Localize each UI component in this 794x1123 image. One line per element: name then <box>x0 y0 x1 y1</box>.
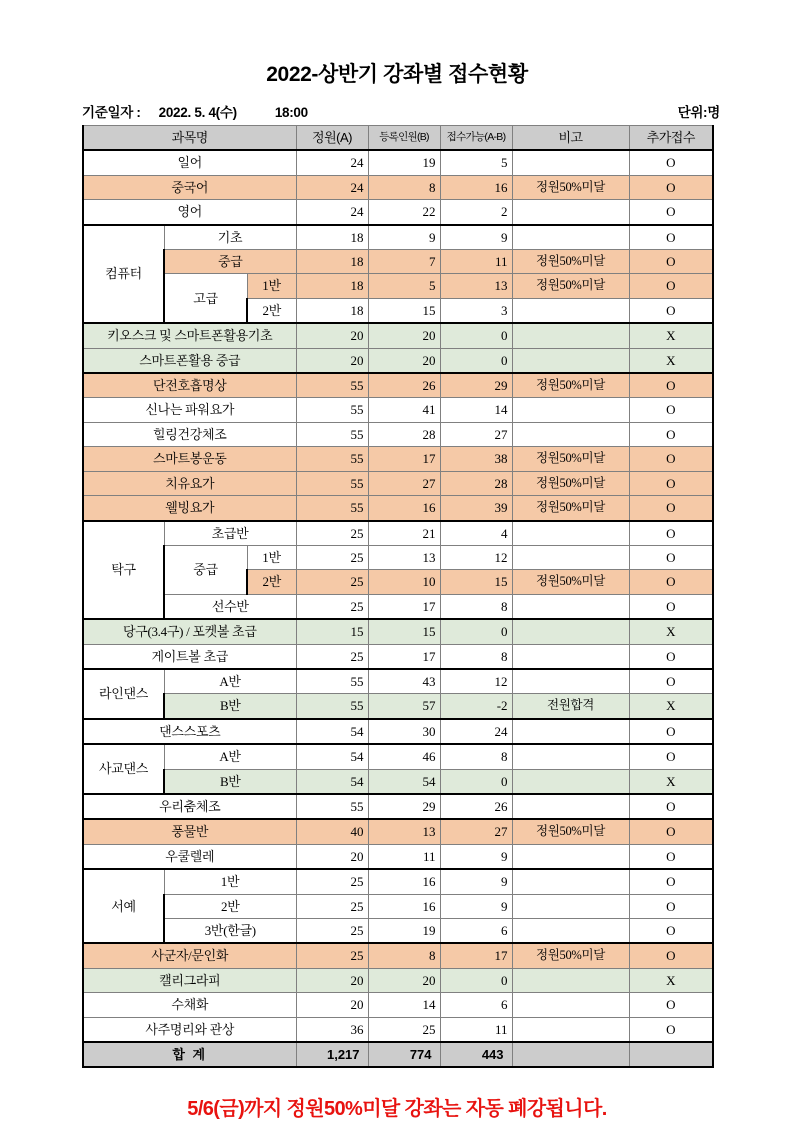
cell-note <box>512 769 629 794</box>
total-enrolled: 774 <box>368 1042 440 1067</box>
table-row <box>83 769 713 794</box>
course-group-name: 캘리그라피 <box>83 968 296 992</box>
cell-note <box>512 422 629 446</box>
cell-note <box>512 894 629 918</box>
table-row <box>83 844 713 869</box>
course-class-name: 2반 <box>247 298 296 323</box>
cell-available: 0 <box>440 348 512 373</box>
cell-enrolled: 20 <box>368 968 440 992</box>
cell-capacity: 18 <box>296 274 368 298</box>
course-group-name: 당구(3.4구) / 포켓볼 초급 <box>83 619 296 644</box>
cell-extra: X <box>629 323 713 348</box>
col-header-name: 과목명 <box>83 126 296 151</box>
cell-capacity: 55 <box>296 471 368 495</box>
cell-note: 정원50%미달 <box>512 496 629 521</box>
reference-date-value: 2022. 5. 4(수) <box>158 105 237 120</box>
cell-available: 0 <box>440 769 512 794</box>
cell-capacity: 25 <box>296 570 368 594</box>
cell-extra: O <box>629 894 713 918</box>
cell-capacity: 55 <box>296 694 368 719</box>
table-row <box>83 200 713 225</box>
cell-capacity: 36 <box>296 1017 368 1042</box>
cell-note <box>512 869 629 894</box>
table-row <box>83 819 713 844</box>
cell-available: 0 <box>440 323 512 348</box>
course-group-name: 사군자/문인화 <box>83 943 296 968</box>
cell-extra: O <box>629 496 713 521</box>
course-group-name: 영어 <box>83 200 296 225</box>
cell-available: 8 <box>440 744 512 769</box>
cell-extra: O <box>629 298 713 323</box>
cell-available: 17 <box>440 943 512 968</box>
course-group-name: 댄스스포츠 <box>83 719 296 744</box>
cell-enrolled: 17 <box>368 447 440 471</box>
reference-time-value: 18:00 <box>274 105 308 120</box>
cell-available: 9 <box>440 894 512 918</box>
cell-note <box>512 644 629 669</box>
cell-enrolled: 15 <box>368 298 440 323</box>
cell-capacity: 55 <box>296 422 368 446</box>
cell-note <box>512 919 629 944</box>
course-subgroup-name: 2반 <box>164 894 296 918</box>
course-subgroup-name: 고급 <box>164 274 247 323</box>
course-registration-table <box>82 125 714 1068</box>
cell-capacity: 54 <box>296 719 368 744</box>
cell-capacity: 20 <box>296 348 368 373</box>
cell-extra: O <box>629 943 713 968</box>
table-row <box>83 545 713 569</box>
cell-note <box>512 323 629 348</box>
cell-capacity: 25 <box>296 894 368 918</box>
cell-note <box>512 993 629 1017</box>
course-subgroup-name: A반 <box>164 744 296 769</box>
cell-enrolled: 13 <box>368 819 440 844</box>
cell-extra: O <box>629 819 713 844</box>
cell-enrolled: 8 <box>368 175 440 199</box>
cell-note: 정원50%미달 <box>512 250 629 274</box>
course-class-name: 2반 <box>247 570 296 594</box>
cell-note: 정원50%미달 <box>512 373 629 398</box>
cell-extra: O <box>629 175 713 199</box>
table-row <box>83 943 713 968</box>
col-header-extra: 추가접수 <box>629 126 713 151</box>
cell-extra: O <box>629 150 713 175</box>
course-group-name: 신나는 파워요가 <box>83 398 296 422</box>
cell-available: 0 <box>440 968 512 992</box>
course-group-name: 라인댄스 <box>83 669 164 719</box>
unit-label: 단위:명 <box>677 105 720 120</box>
cell-enrolled: 43 <box>368 669 440 694</box>
cell-capacity: 20 <box>296 968 368 992</box>
table-row <box>83 869 713 894</box>
table-row <box>83 175 713 199</box>
cell-available: 6 <box>440 919 512 944</box>
cell-extra: O <box>629 669 713 694</box>
cell-extra: O <box>629 570 713 594</box>
cell-note: 정원50%미달 <box>512 447 629 471</box>
closure-notice: 5/6(금)까지 정원50%미달 강좌는 자동 폐강됩니다. <box>187 1098 607 1121</box>
table-row <box>83 719 713 744</box>
cell-note <box>512 744 629 769</box>
cell-available: 8 <box>440 594 512 619</box>
course-class-name: 1반 <box>247 545 296 569</box>
cell-extra: X <box>629 769 713 794</box>
course-group-name: 사주명리와 관상 <box>83 1017 296 1042</box>
table-row <box>83 968 713 992</box>
cell-available: 39 <box>440 496 512 521</box>
cell-available: 8 <box>440 644 512 669</box>
cell-available: 27 <box>440 422 512 446</box>
cell-capacity: 55 <box>296 496 368 521</box>
cell-capacity: 18 <box>296 225 368 250</box>
table-row <box>83 225 713 250</box>
cell-extra: O <box>629 719 713 744</box>
course-group-name: 일어 <box>83 150 296 175</box>
cell-available: 14 <box>440 398 512 422</box>
table-total-row <box>83 1042 713 1067</box>
cell-enrolled: 22 <box>368 200 440 225</box>
table-row <box>83 422 713 446</box>
course-group-name: 우리춤체조 <box>83 794 296 819</box>
table-row <box>83 919 713 944</box>
total-capacity: 1,217 <box>296 1042 368 1067</box>
cell-available: 4 <box>440 521 512 546</box>
cell-enrolled: 5 <box>368 274 440 298</box>
table-row <box>83 373 713 398</box>
cell-extra: X <box>629 968 713 992</box>
cell-capacity: 24 <box>296 200 368 225</box>
course-group-name: 웰빙요가 <box>83 496 296 521</box>
cell-available: 12 <box>440 669 512 694</box>
reference-date-group <box>82 101 308 121</box>
cell-extra: O <box>629 794 713 819</box>
cell-extra: O <box>629 993 713 1017</box>
cell-note <box>512 719 629 744</box>
cell-enrolled: 57 <box>368 694 440 719</box>
cell-capacity: 55 <box>296 447 368 471</box>
course-class-name: 1반 <box>247 274 296 298</box>
cell-capacity: 55 <box>296 669 368 694</box>
course-subgroup-name: 중급 <box>164 250 296 274</box>
cell-enrolled: 16 <box>368 869 440 894</box>
cell-available: 3 <box>440 298 512 323</box>
course-group-name: 스마트폰활용 중급 <box>83 348 296 373</box>
cell-enrolled: 41 <box>368 398 440 422</box>
course-group-name: 스마트봉운동 <box>83 447 296 471</box>
cell-note: 정원50%미달 <box>512 471 629 495</box>
cell-available: 29 <box>440 373 512 398</box>
cell-enrolled: 9 <box>368 225 440 250</box>
cell-extra: O <box>629 398 713 422</box>
cell-extra: O <box>629 919 713 944</box>
table-row <box>83 348 713 373</box>
course-group-name: 중국어 <box>83 175 296 199</box>
course-subgroup-name: 초급반 <box>164 521 296 546</box>
course-group-name: 힐링건강체조 <box>83 422 296 446</box>
cell-available: 9 <box>440 225 512 250</box>
cell-enrolled: 46 <box>368 744 440 769</box>
cell-note <box>512 669 629 694</box>
table-row <box>83 274 713 298</box>
cell-available: 11 <box>440 250 512 274</box>
cell-available: 2 <box>440 200 512 225</box>
cell-available: 15 <box>440 570 512 594</box>
cell-enrolled: 8 <box>368 943 440 968</box>
cell-enrolled: 25 <box>368 1017 440 1042</box>
course-group-name: 수채화 <box>83 993 296 1017</box>
cell-enrolled: 14 <box>368 993 440 1017</box>
course-group-name: 키오스크 및 스마트폰활용기초 <box>83 323 296 348</box>
course-group-name: 탁구 <box>83 521 164 620</box>
cell-note <box>512 150 629 175</box>
course-subgroup-name: 중급 <box>164 545 247 594</box>
cell-capacity: 15 <box>296 619 368 644</box>
cell-enrolled: 19 <box>368 150 440 175</box>
cell-enrolled: 29 <box>368 794 440 819</box>
cell-capacity: 18 <box>296 250 368 274</box>
meta-bar <box>82 101 720 121</box>
cell-enrolled: 26 <box>368 373 440 398</box>
total-available: 443 <box>440 1042 512 1067</box>
cell-extra: O <box>629 545 713 569</box>
cell-capacity: 55 <box>296 373 368 398</box>
cell-extra: X <box>629 619 713 644</box>
table-row <box>83 619 713 644</box>
cell-note: 정원50%미달 <box>512 175 629 199</box>
cell-enrolled: 7 <box>368 250 440 274</box>
cell-available: 16 <box>440 175 512 199</box>
cell-capacity: 54 <box>296 769 368 794</box>
cell-extra: O <box>629 744 713 769</box>
course-group-name: 사교댄스 <box>83 744 164 794</box>
cell-extra: O <box>629 447 713 471</box>
cell-enrolled: 19 <box>368 919 440 944</box>
cell-available: 12 <box>440 545 512 569</box>
cell-capacity: 20 <box>296 323 368 348</box>
cell-note <box>512 225 629 250</box>
cell-enrolled: 20 <box>368 323 440 348</box>
course-subgroup-name: 3반(한글) <box>164 919 296 944</box>
table-header-row <box>83 126 713 151</box>
cell-available: 9 <box>440 869 512 894</box>
table-row <box>83 471 713 495</box>
cell-extra: X <box>629 694 713 719</box>
table-row <box>83 521 713 546</box>
cell-capacity: 18 <box>296 298 368 323</box>
reference-date-label: 기준일자 : <box>82 105 141 120</box>
cell-enrolled: 16 <box>368 496 440 521</box>
cell-extra: O <box>629 644 713 669</box>
total-label: 합 계 <box>83 1042 296 1067</box>
table-row <box>83 644 713 669</box>
course-subgroup-name: B반 <box>164 694 296 719</box>
course-group-name: 서예 <box>83 869 164 943</box>
cell-enrolled: 54 <box>368 769 440 794</box>
cell-capacity: 25 <box>296 521 368 546</box>
cell-extra: O <box>629 1017 713 1042</box>
cell-extra: X <box>629 348 713 373</box>
cell-extra: O <box>629 373 713 398</box>
cell-enrolled: 30 <box>368 719 440 744</box>
col-header-capacity: 정원(A) <box>296 126 368 151</box>
cell-note <box>512 398 629 422</box>
cell-extra: O <box>629 250 713 274</box>
cell-extra: O <box>629 200 713 225</box>
col-header-note: 비고 <box>512 126 629 151</box>
course-subgroup-name: 선수반 <box>164 594 296 619</box>
total-extra <box>629 1042 713 1067</box>
cell-capacity: 55 <box>296 398 368 422</box>
cell-capacity: 25 <box>296 545 368 569</box>
cell-available: 5 <box>440 150 512 175</box>
table-body <box>83 150 713 1042</box>
cell-available: 27 <box>440 819 512 844</box>
cell-capacity: 55 <box>296 794 368 819</box>
cell-note: 정원50%미달 <box>512 570 629 594</box>
table-row <box>83 894 713 918</box>
cell-enrolled: 10 <box>368 570 440 594</box>
cell-note <box>512 545 629 569</box>
cell-capacity: 54 <box>296 744 368 769</box>
cell-extra: O <box>629 521 713 546</box>
cell-extra: O <box>629 274 713 298</box>
cell-note <box>512 619 629 644</box>
cell-capacity: 24 <box>296 175 368 199</box>
cell-note <box>512 521 629 546</box>
table-row <box>83 744 713 769</box>
cell-enrolled: 15 <box>368 619 440 644</box>
cell-capacity: 25 <box>296 919 368 944</box>
cell-note <box>512 844 629 869</box>
table-row <box>83 993 713 1017</box>
cell-note <box>512 348 629 373</box>
table-row <box>83 447 713 471</box>
cell-capacity: 25 <box>296 644 368 669</box>
cell-note <box>512 968 629 992</box>
cell-available: 11 <box>440 1017 512 1042</box>
cell-note: 정원50%미달 <box>512 819 629 844</box>
cell-enrolled: 28 <box>368 422 440 446</box>
table-row <box>83 150 713 175</box>
cell-capacity: 20 <box>296 844 368 869</box>
cell-note <box>512 200 629 225</box>
cell-capacity: 40 <box>296 819 368 844</box>
course-group-name: 우쿨렐레 <box>83 844 296 869</box>
cell-extra: O <box>629 869 713 894</box>
table-row <box>83 1017 713 1042</box>
course-group-name: 풍물반 <box>83 819 296 844</box>
course-group-name: 치유요가 <box>83 471 296 495</box>
cell-enrolled: 17 <box>368 594 440 619</box>
table-row <box>83 594 713 619</box>
cell-enrolled: 21 <box>368 521 440 546</box>
cell-extra: O <box>629 471 713 495</box>
cell-enrolled: 27 <box>368 471 440 495</box>
cell-note: 정원50%미달 <box>512 943 629 968</box>
col-header-enrolled: 등록인원(B) <box>368 126 440 151</box>
table-row <box>83 694 713 719</box>
cell-note <box>512 298 629 323</box>
table-row <box>83 398 713 422</box>
cell-available: 0 <box>440 619 512 644</box>
cell-available: 13 <box>440 274 512 298</box>
table-row <box>83 669 713 694</box>
table-row <box>83 794 713 819</box>
cell-enrolled: 17 <box>368 644 440 669</box>
cell-capacity: 25 <box>296 869 368 894</box>
cell-available: 26 <box>440 794 512 819</box>
cell-note <box>512 794 629 819</box>
course-group-name: 단전호흡명상 <box>83 373 296 398</box>
cell-enrolled: 16 <box>368 894 440 918</box>
total-note <box>512 1042 629 1067</box>
cell-note: 전원합격 <box>512 694 629 719</box>
cell-available: 38 <box>440 447 512 471</box>
cell-extra: O <box>629 844 713 869</box>
course-subgroup-name: 기초 <box>164 225 296 250</box>
cell-extra: O <box>629 422 713 446</box>
cell-capacity: 20 <box>296 993 368 1017</box>
cell-available: 9 <box>440 844 512 869</box>
cell-enrolled: 20 <box>368 348 440 373</box>
cell-enrolled: 13 <box>368 545 440 569</box>
course-subgroup-name: A반 <box>164 669 296 694</box>
table-row <box>83 250 713 274</box>
course-subgroup-name: B반 <box>164 769 296 794</box>
cell-note <box>512 1017 629 1042</box>
cell-extra: O <box>629 594 713 619</box>
course-group-name: 게이트볼 초급 <box>83 644 296 669</box>
cell-available: -2 <box>440 694 512 719</box>
cell-available: 28 <box>440 471 512 495</box>
cell-capacity: 25 <box>296 943 368 968</box>
cell-enrolled: 11 <box>368 844 440 869</box>
course-subgroup-name: 1반 <box>164 869 296 894</box>
cell-extra: O <box>629 225 713 250</box>
col-header-available: 접수가능(A-B) <box>440 126 512 151</box>
cell-available: 24 <box>440 719 512 744</box>
table-row <box>83 323 713 348</box>
cell-note <box>512 594 629 619</box>
page-title: 2022-상반기 강좌별 접수현황 <box>266 63 528 86</box>
cell-capacity: 24 <box>296 150 368 175</box>
cell-capacity: 25 <box>296 594 368 619</box>
cell-note: 정원50%미달 <box>512 274 629 298</box>
table-row <box>83 496 713 521</box>
cell-available: 6 <box>440 993 512 1017</box>
course-group-name: 컴퓨터 <box>83 225 164 324</box>
